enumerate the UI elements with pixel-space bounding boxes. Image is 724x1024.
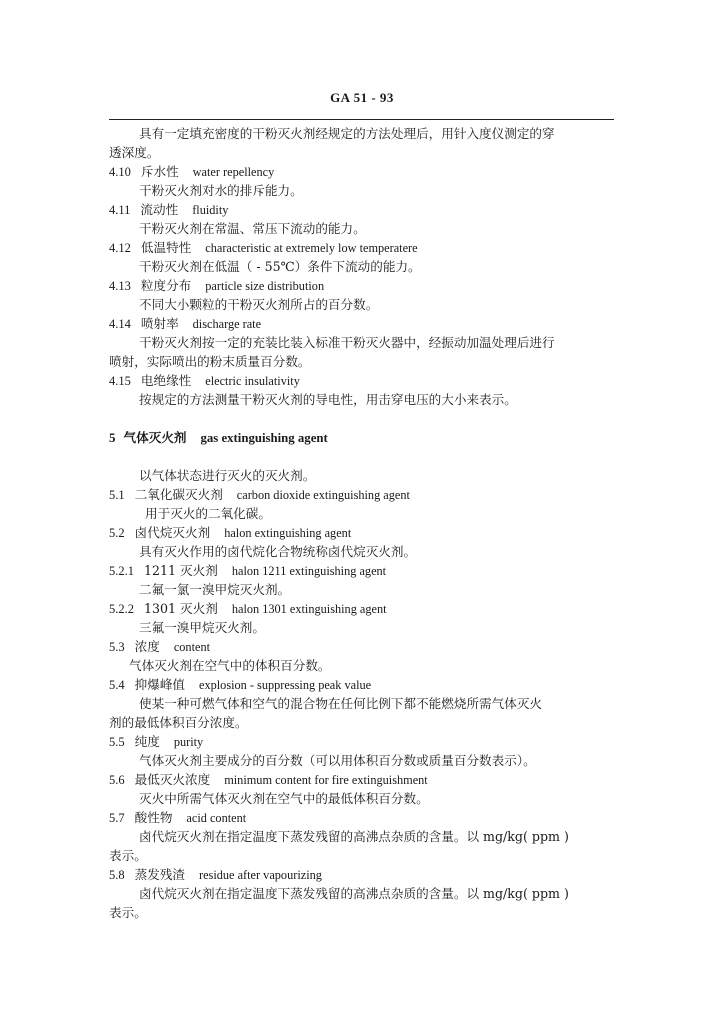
clause-number: 5.7 [109, 811, 125, 825]
section-title-chinese: 气体灭火剂 [123, 430, 187, 445]
term-chinese: 蒸发残渣 [134, 867, 185, 882]
section-heading [109, 428, 619, 447]
term-heading [109, 238, 619, 257]
clause-number: 5.3 [109, 640, 125, 654]
term-definition: 用于灭火的二氧化碳。 [145, 506, 271, 521]
clause-number: 4.14 [109, 317, 131, 331]
clause-number: 5.1 [109, 488, 125, 502]
clause-number: 5.5 [109, 735, 125, 749]
term-definition: 气体灭火剂主要成分的百分数（可以用体积百分数或质量百分数表示）。 [139, 753, 536, 768]
term-definition: 气体灭火剂在空气中的体积百分数。 [129, 658, 331, 673]
term-english: halon 1301 extinguishing agent [231, 602, 387, 616]
clause-number: 4.11 [109, 203, 131, 217]
term-english: characteristic at extremely low temperatere [205, 241, 418, 255]
term-heading [109, 523, 619, 542]
term-chinese: 二氧化碳灭火剂 [134, 487, 223, 502]
term-chinese: 喷射率 [140, 316, 179, 331]
clause-number: 5.8 [109, 868, 125, 882]
term-definition: 灭火中所需气体灭火剂在空气中的最低体积百分数。 [139, 791, 429, 806]
section-number: 5 [109, 430, 116, 445]
term-heading [109, 561, 619, 580]
term-chinese: 1211 灭火剂 [144, 563, 218, 578]
term-heading [109, 162, 619, 181]
term-heading [109, 637, 619, 656]
term-chinese: 斥水性 [140, 164, 179, 179]
term-definition: 三氟一溴甲烷灭火剂。 [139, 620, 265, 635]
clause-number: 5.2.2 [109, 602, 134, 616]
term-chinese: 酸性物 [134, 810, 173, 825]
clause-number: 5.6 [109, 773, 125, 787]
term-heading [109, 675, 619, 694]
term-chinese: 卤代烷灭火剂 [134, 525, 211, 540]
term-definition: 以气体状态进行灭火的灭火剂。 [139, 468, 316, 483]
term-definition: 卤代烷灭火剂在指定温度下蒸发残留的高沸点杂质的含量。以 mg/kg( ppm ) [139, 886, 569, 901]
term-chinese: 纯度 [134, 734, 160, 749]
term-definition: 干粉灭火剂按一定的充装比装入标准干粉灭火器中，经振动加温处理后进行 [139, 335, 555, 350]
term-english: minimum content for fire extinguishment [224, 773, 428, 787]
term-english: purity [173, 735, 204, 749]
clause-number: 4.13 [109, 279, 131, 293]
clause-number: 4.12 [109, 241, 131, 255]
term-english: fluidity [192, 203, 229, 217]
term-definition: 使某一种可燃气体和空气的混合物在任何比例下都不能燃烧所需气体灭火 [139, 696, 542, 711]
header-divider [109, 119, 614, 120]
term-chinese: 1301 灭火剂 [144, 601, 218, 616]
term-definition: 剂的最低体积百分浓度。 [109, 715, 248, 730]
term-definition: 不同大小颗粒的干粉灭火剂所占的百分数。 [139, 297, 379, 312]
term-english: explosion - suppressing peak value [199, 678, 372, 692]
term-chinese: 流动性 [140, 202, 179, 217]
term-definition: 干粉灭火剂对水的排斥能力。 [139, 183, 303, 198]
term-definition: 二氟一氯一溴甲烷灭火剂。 [139, 582, 291, 597]
term-definition: 干粉灭火剂在低温（ - 55℃）条件下流动的能力。 [139, 259, 421, 274]
term-heading [109, 865, 619, 884]
term-english: content [173, 640, 211, 654]
continuation-line: 透深度。 [109, 145, 160, 160]
term-heading [109, 371, 619, 390]
term-heading [109, 485, 619, 504]
term-definition: 表示。 [109, 848, 147, 863]
term-chinese: 最低灭火浓度 [134, 772, 211, 787]
term-heading [109, 599, 619, 618]
term-heading [109, 732, 619, 751]
term-chinese: 粒度分布 [140, 278, 192, 293]
term-definition: 按规定的方法测量干粉灭火剂的导电性，用击穿电压的大小来表示。 [139, 392, 517, 407]
term-english: halon extinguishing agent [224, 526, 352, 540]
term-definition: 表示。 [109, 905, 147, 920]
term-definition: 喷射，实际喷出的粉末质量百分数。 [109, 354, 311, 369]
term-definition: 卤代烷灭火剂在指定温度下蒸发残留的高沸点杂质的含量。以 mg/kg( ppm ) [139, 829, 569, 844]
term-chinese: 浓度 [134, 639, 160, 654]
term-heading [109, 200, 619, 219]
term-english: discharge rate [192, 317, 262, 331]
term-english: water repellency [192, 165, 275, 179]
standard-code-header: GA 51 - 93 [330, 90, 394, 105]
term-english: particle size distribution [205, 279, 325, 293]
section-title-english: gas extinguishing agent [200, 431, 328, 445]
term-english: residue after vapourizing [199, 868, 322, 882]
term-heading [109, 314, 619, 333]
term-heading [109, 808, 619, 827]
document-body [109, 124, 619, 922]
term-chinese: 电绝缘性 [140, 373, 192, 388]
term-heading [109, 770, 619, 789]
clause-number: 5.2.1 [109, 564, 134, 578]
term-chinese: 抑爆峰值 [134, 677, 185, 692]
term-english: electric insulativity [205, 374, 300, 388]
term-chinese: 低温特性 [140, 240, 192, 255]
term-english: halon 1211 extinguishing agent [231, 564, 387, 578]
term-english: carbon dioxide extinguishing agent [236, 488, 410, 502]
clause-number: 5.4 [109, 678, 125, 692]
clause-number: 5.2 [109, 526, 125, 540]
term-definition: 具有灭火作用的卤代烷化合物统称卤代烷灭火剂。 [139, 544, 417, 559]
clause-number: 4.10 [109, 165, 131, 179]
term-heading [109, 276, 619, 295]
continuation-line: 具有一定填充密度的干粉灭火剂经规定的方法处理后，用针入度仪测定的穿 [139, 126, 555, 141]
term-definition: 干粉灭火剂在常温、常压下流动的能力。 [139, 221, 366, 236]
term-english: acid content [186, 811, 247, 825]
clause-number: 4.15 [109, 374, 131, 388]
